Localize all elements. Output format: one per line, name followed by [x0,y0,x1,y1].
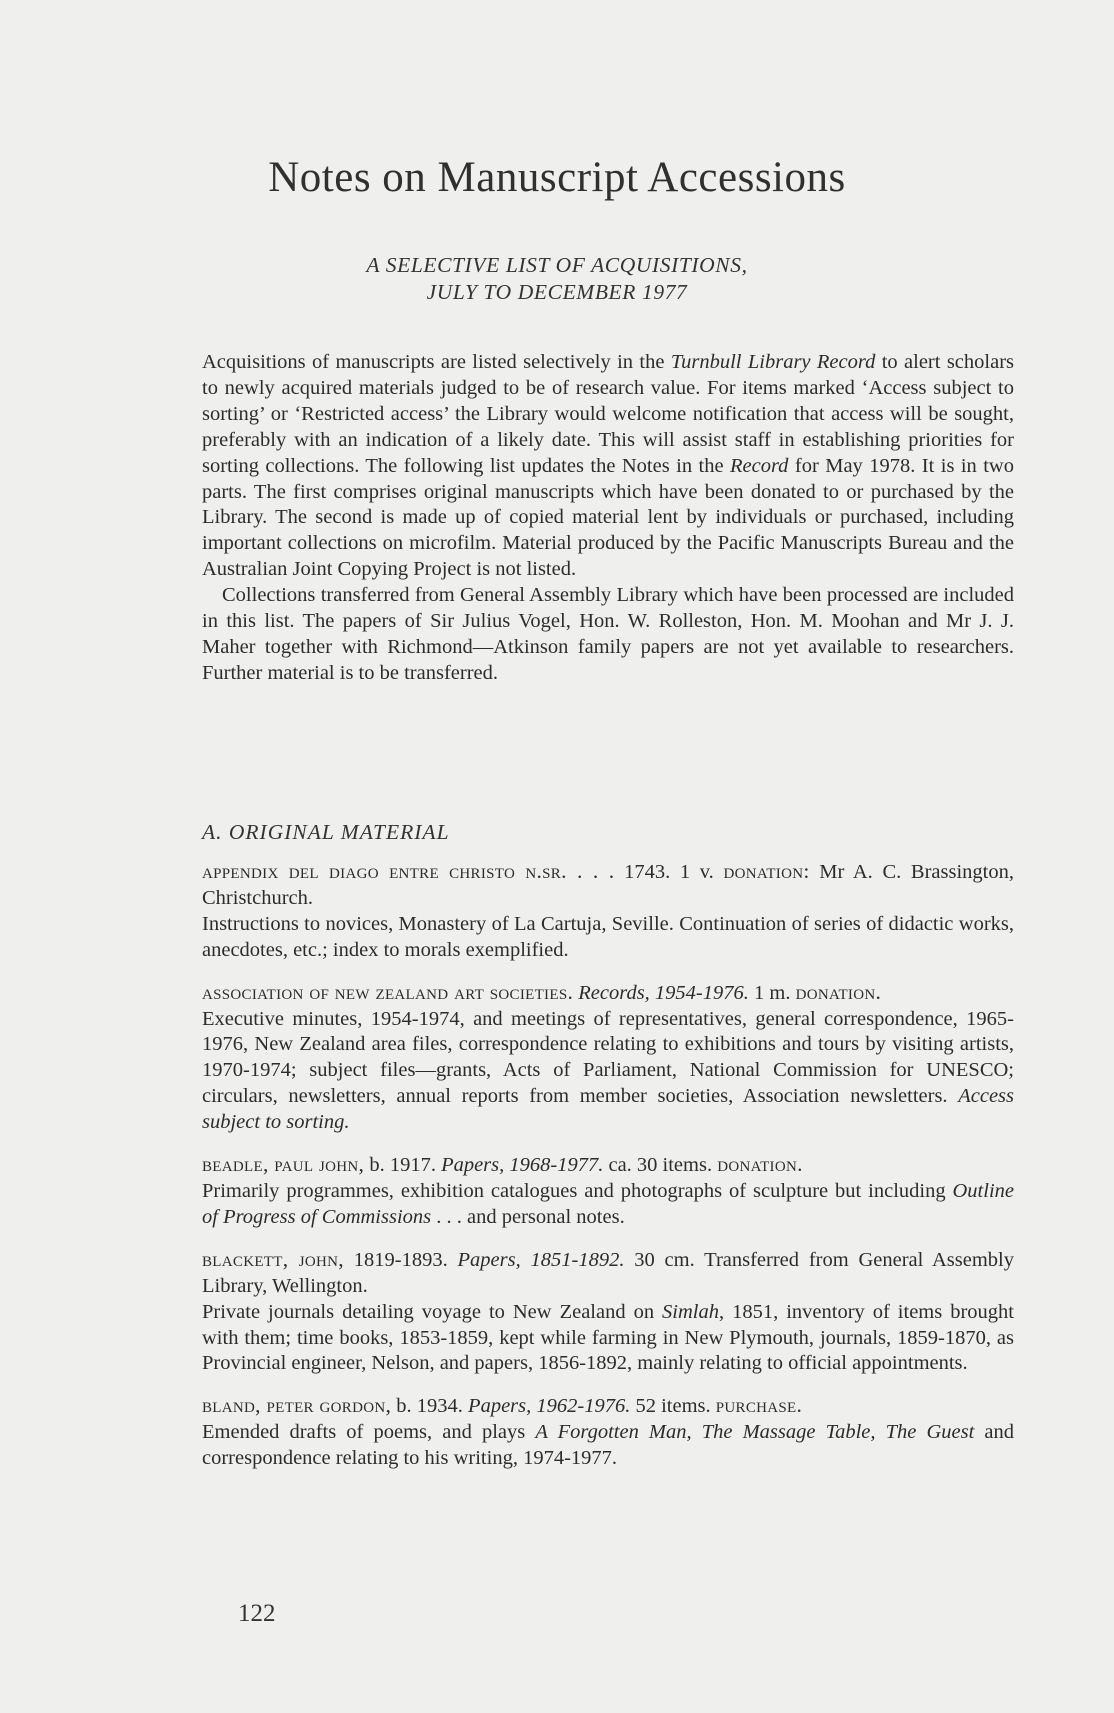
page-title: Notes on Manuscript Accessions [268,154,846,201]
entry-heading: association of new zealand art societies. Records, 1954-1976. 1 m. donation. [202,979,882,1004]
entry-heading: blackett, john, 1819-1893. Papers, 1851-1892. 30 cm. Transferred from General Assembly Library, Wellington. [202,1246,1015,1297]
entry-description: Primarily programmes, exhibition catalogues and photographs of sculpture but including Outline of Progress of Commissions . . . and personal notes. [202,1179,1014,1228]
accession-entry [202,980,1014,1136]
entry-description: Private journals detailing voyage to New Zealand on Simlah, 1851, inventory of items brought with them; time books, 1853-1859, kept while farming in New Plymouth, journals, 1859-1870, as Provincial engineer, Nelson, and papers, 1856-1892, mainly relating to official appointments. [202,1300,1014,1375]
accession-entries [202,859,1014,1488]
intro-paragraph-1: Acquisitions of manuscripts are listed selectively in the Turnbull Library Record to alert scholars to newly acquired materials judged to be of research value. For items marked ‘Access subject to sorting’ or ‘Restricted access’ the Library would welcome notification that access will be sought, preferably with an indication of a likely date. This will assist staff in establishing priorities for sorting collections. The following list updates the Notes in the Record for May 1978. It is in two parts. The first comprises original manuscripts which have been donated to or purchased by the Library. The second is made up of copied material lent by individuals or purchased, including important collections on microfilm. Material produced by the Pacific Manuscripts Bureau and the Australian Joint Copying Project is not listed. [202,351,1014,581]
page-number: 122 [238,1600,276,1627]
entry-description: Executive minutes, 1954-1974, and meetings of representatives, general correspondence, 1965-1976, New Zealand area files, correspondence relating to exhibitions and tours by visiting artists, 1970-1974; subject files—grants, Acts of Parliament, National Commission for UNESCO; circulars, newsletters, annual reports from member societies, Association newsletters. Access subject to sorting. [202,1007,1014,1134]
accession-entry [202,1393,1014,1472]
accession-entry [202,1247,1014,1378]
entry-description: Instructions to novices, Monastery of La Cartuja, Seville. Continuation of series of didactic works, anecdotes, etc.; index to morals exemplified. [202,912,1014,961]
intro-text [202,350,1014,687]
entry-heading: appendix del diago entre christo n.sr. . . . 1743. 1 v. donation: Mr A. C. Brassington, Christchurch. [202,859,1014,909]
entry-description: Emended drafts of poems, and plays A Forgotten Man, The Massage Table, The Guest and correspondence relating to his writing, 1974-1977. [202,1421,1015,1470]
entry-heading: bland, peter gordon, b. 1934. Papers, 1962-1976. 52 items. purchase. [202,1393,803,1418]
subtitle-line-2: JULY TO DECEMBER 1977 [426,280,688,304]
entry-heading: beadle, paul john, b. 1917. Papers, 1968-1977. ca. 30 items. donation. [202,1152,803,1177]
subtitle-line-1: A SELECTIVE LIST OF ACQUISITIONS, [366,253,748,277]
intro-paragraph-2: Collections transferred from General Assembly Library which have been processed are included in this list. The papers of Sir Julius Vogel, Hon. W. Rolleston, Hon. M. Moohan and Mr J. J. Maher together with Richmond—Atkinson family papers are not yet available to researchers. Further material is to be transferred. [202,584,1014,684]
accession-entry [202,859,1014,964]
accession-entry [202,1152,1014,1231]
page-subtitle [0,252,1114,306]
section-heading: A. ORIGINAL MATERIAL [202,820,450,844]
